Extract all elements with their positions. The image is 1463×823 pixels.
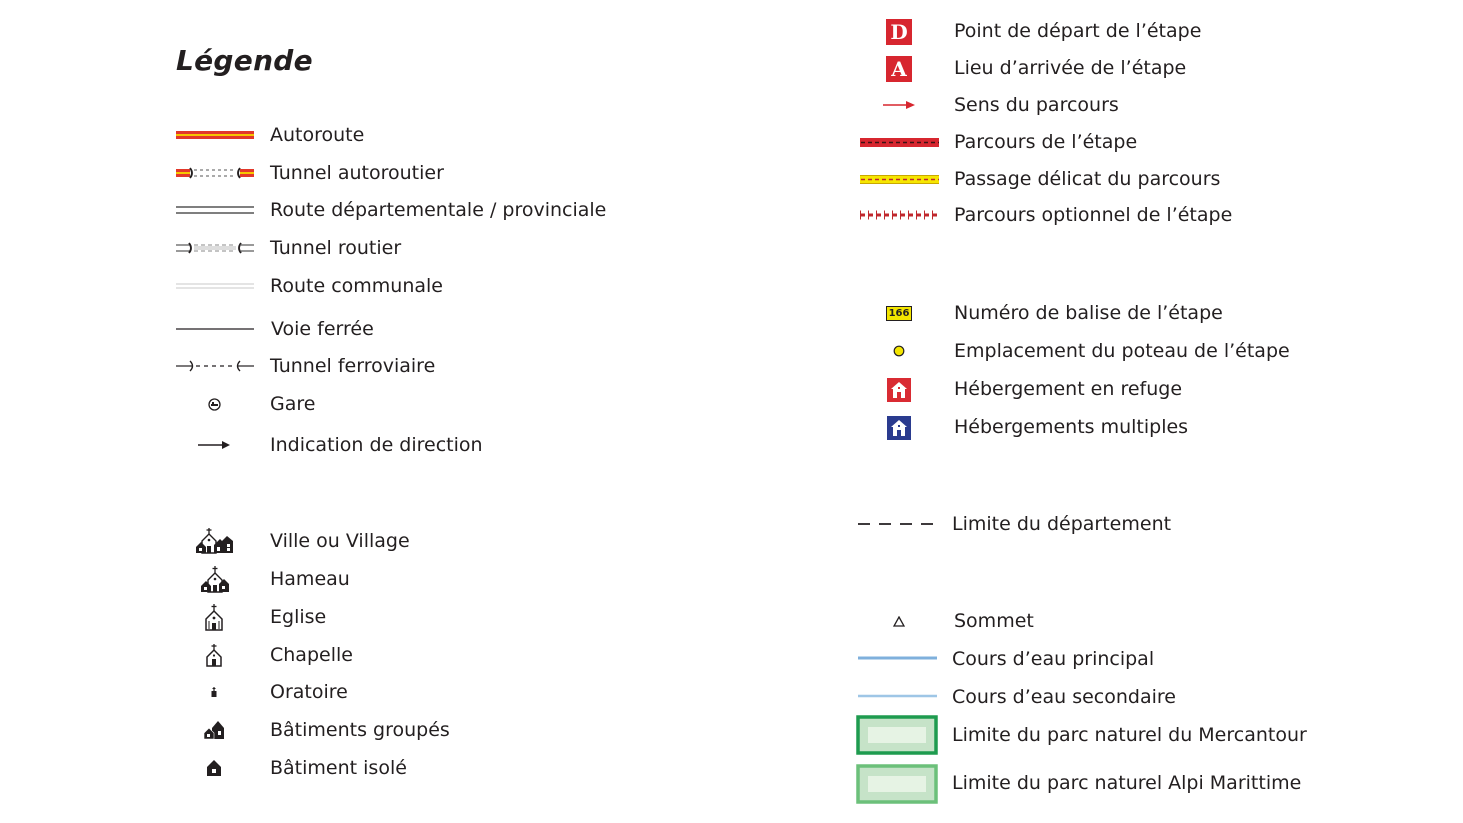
legend-label: Limite du parc naturel Alpi Marittime	[952, 772, 1302, 794]
limite-departement-dash-icon	[857, 518, 937, 530]
arrivee-badge-letter: A	[891, 57, 907, 81]
legend-label: Lieu d’arrivée de l’étape	[954, 57, 1187, 79]
cours-eau-secondaire-line-icon	[857, 690, 937, 702]
sens-parcours-arrow-icon	[882, 98, 916, 112]
legend-label: Cours d’eau principal	[952, 648, 1155, 670]
legend-label: Emplacement du poteau de l’étape	[954, 340, 1290, 362]
legend-label: Tunnel ferroviaire	[270, 355, 436, 377]
parcours-etape-line-icon	[859, 136, 939, 148]
cours-eau-principal-line-icon	[857, 652, 937, 664]
batiments-groupes-icon	[203, 720, 225, 740]
legend-label: Parcours optionnel de l’étape	[954, 204, 1233, 226]
legend-label: Autoroute	[270, 124, 365, 146]
legend-label: Numéro de balise de l’étape	[954, 302, 1223, 324]
legend-label: Voie ferrée	[271, 318, 374, 340]
legend-label: Oratoire	[270, 681, 348, 703]
route-departementale-line-icon	[175, 203, 255, 217]
legend-title: Légende	[176, 44, 313, 77]
refuge-red-house-icon	[887, 378, 911, 402]
tunnel-ferroviaire-icon	[175, 359, 255, 373]
legend-label: Sommet	[954, 610, 1034, 632]
eglise-icon	[203, 603, 225, 631]
legend-label: Limite du département	[952, 513, 1172, 535]
legend-label: Bâtiment isolé	[270, 757, 407, 779]
direction-arrow-icon	[197, 438, 231, 452]
legend-label: Sens du parcours	[954, 94, 1119, 116]
hebergements-blue-house-icon	[887, 416, 911, 440]
depart-d-icon	[886, 19, 912, 45]
legend-label: Bâtiments groupés	[270, 719, 450, 741]
legend-label: Hameau	[270, 568, 350, 590]
poteau-yellow-dot-icon	[892, 344, 906, 358]
parc-mercantour-box-icon	[856, 715, 938, 755]
chapelle-icon	[205, 643, 223, 667]
parcours-optionnel-line-icon	[859, 209, 939, 221]
legend-label: Parcours de l’étape	[954, 131, 1138, 153]
legend-label: Cours d’eau secondaire	[952, 686, 1176, 708]
autoroute-line-icon	[175, 128, 255, 142]
legend-label: Route communale	[270, 275, 443, 297]
passage-delicat-line-icon	[859, 173, 939, 185]
hameau-icon	[199, 565, 231, 593]
legend-label: Hébergement en refuge	[954, 378, 1183, 400]
gare-icon	[204, 397, 224, 411]
tunnel-routier-icon	[175, 241, 255, 255]
depart-badge-letter: D	[890, 20, 908, 44]
parc-alpi-marittime-box-icon	[856, 764, 938, 804]
tunnel-autoroutier-icon	[175, 166, 255, 180]
legend-label: Passage délicat du parcours	[954, 168, 1221, 190]
ville-village-icon	[196, 527, 234, 555]
voie-ferree-line-icon	[175, 322, 255, 336]
route-communale-line-icon	[175, 279, 255, 293]
balise-number-icon	[886, 306, 912, 321]
legend-label: Ville ou Village	[270, 530, 410, 552]
legend-label: Indication de direction	[270, 434, 483, 456]
legend-label: Eglise	[270, 606, 327, 628]
legend-label: Limite du parc naturel du Mercantour	[952, 724, 1307, 746]
legend-label: Gare	[270, 393, 316, 415]
legend-label: Tunnel autoroutier	[270, 162, 444, 184]
legend-label: Point de départ de l’étape	[954, 20, 1202, 42]
legend-label: Hébergements multiples	[954, 416, 1189, 438]
legend-label: Tunnel routier	[270, 237, 402, 259]
legend-label: Chapelle	[270, 644, 353, 666]
oratoire-icon	[209, 685, 219, 699]
sommet-triangle-icon	[891, 614, 907, 628]
legend-label: Route départementale / provinciale	[270, 199, 607, 221]
arrivee-a-icon	[886, 56, 912, 82]
balise-number: 166	[888, 308, 910, 319]
batiment-isole-icon	[206, 759, 222, 777]
